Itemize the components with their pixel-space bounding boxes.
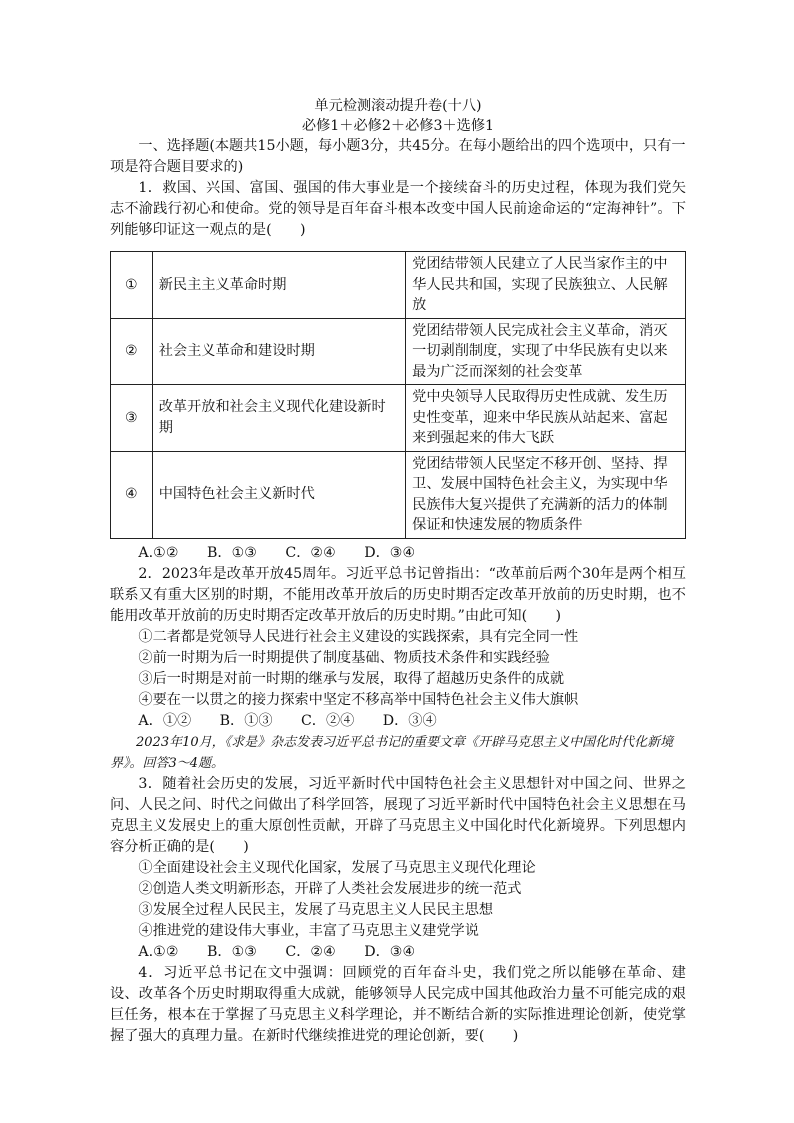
row-number: ③: [111, 385, 153, 452]
question-3-stem: 3．随着社会历史的发展，习近平新时代中国特色社会主义思想针对中国之问、世界之问、人民之问、时代之问做出了科学回答，展现了习近平新时代中国特色社会主义思想在马克思主义发展史上的重大原创性贡献，开辟了马克思主义中国化时代化新境界。下列思想内容分析正确的是( ): [110, 775, 686, 855]
description-cell: 党团结带领人民完成社会主义革命，消灭一切剥削制度，实现了中华民族有史以来最为广泛而深刻的社会变革: [406, 318, 686, 385]
row-number: ②: [111, 318, 153, 385]
description-cell: 党团结带领人民坚定不移开创、坚持、捍卫、发展中国特色社会主义，为实现中华民族伟大复兴提供了充满新的活力的体制保证和快速发展的物质条件: [406, 451, 686, 538]
question-3-option: ③发展全过程人民民主，发展了马克思主义人民民主思想: [138, 901, 494, 918]
exam-subtitle: 必修1＋必修2＋必修3＋选修1: [301, 118, 495, 134]
question-3-option: ②创造人类文明新形态，开辟了人类社会发展进步的统一范式: [138, 880, 522, 897]
question-2-option: ②前一时期为后一时期提供了制度基础、物质技术条件和实践经验: [138, 649, 550, 666]
period-cell: 新民主主义革命时期: [152, 252, 405, 319]
table-row: [111, 318, 686, 385]
row-number: ①: [111, 252, 153, 319]
question-1-table: [110, 251, 686, 539]
question-2-option: ③后一时期是对前一时期的继承与发展，取得了超越历史条件的成就: [138, 670, 565, 687]
period-cell: 社会主义革命和建设时期: [152, 318, 405, 385]
period-cell: 中国特色社会主义新时代: [152, 451, 405, 538]
description-cell: 党团结带领人民建立了人民当家作主的中华人民共和国，实现了民族独立、人民解放: [406, 252, 686, 319]
section-heading: 一、选择题(本题共15小题，每小题3分，共45分。在每小题给出的四个选项中，只有一项是符合题目要求的): [110, 138, 686, 175]
row-number: ④: [111, 451, 153, 538]
question-4-stem: 4．习近平总书记在文中强调：回顾党的百年奋斗史，我们党之所以能够在革命、建设、改革各个历史时期取得重大成就，能够领导人民完成中国其他政治力量不可能完成的艰巨任务，根本在于掌握了马克思主义科学理论，并不断结合新的实际推进理论创新，使党掌握了强大的真理力量。在新时代继续推进党的理论创新，要( ): [110, 964, 686, 1044]
description-cell: 党中央领导人民取得历史性成就、发生历史性变革，迎来中华民族从站起来、富起来到强起来的伟大飞跃: [406, 385, 686, 452]
question-3-option: ①全面建设社会主义现代化国家，发展了马克思主义现代化理论: [138, 859, 536, 876]
table-row: [111, 451, 686, 538]
period-cell: 改革开放和社会主义现代化建设新时期: [152, 385, 405, 452]
question-1-stem: 1．救国、兴国、富国、强国的伟大事业是一个接续奋斗的历史过程，体现为我们党矢志不渝践行初心和使命。党的领导是百年奋斗根本改变中国人民前途命运的“定海神针”。下列能够印证这一观点的是( ): [110, 180, 686, 238]
material-intro: 2023年10月，《求是》杂志发表习近平总书记的重要文章《开辟马克思主义中国化时代化新境界》。回答3～4题。: [110, 734, 674, 771]
question-2-option: ④要在一以贯之的接力探索中坚定不移高举中国特色社会主义伟大旗帜: [138, 691, 579, 708]
table-row: [111, 385, 686, 452]
question-3-option: ④推进党的建设伟大事业，丰富了马克思主义建党学说: [138, 922, 479, 939]
question-2-option: ①二者都是党领导人民进行社会主义建设的实践探索，具有完全同一性: [138, 628, 579, 645]
question-1-choices: A.①② B．①③ C．②④ D．③④: [138, 544, 416, 561]
exam-title: 单元检测滚动提升卷(十八): [314, 98, 482, 114]
question-2-choices: A．①② B．①③ C．②④ D．③④: [138, 712, 437, 729]
exam-page: [110, 96, 686, 1047]
question-3-choices: A.①② B．①③ C．②④ D．③④: [138, 943, 416, 960]
table-row: [111, 252, 686, 319]
question-2-stem: 2．2023年是改革开放45周年。习近平总书记曾指出：“改革前后两个30年是两个相互联系又有重大区别的时期，不能用改革开放后的历史时期否定改革开放前的历史时期，也不能用改革开放前的历史时期否定改革开放后的历史时期。”由此可知( ): [110, 565, 686, 624]
